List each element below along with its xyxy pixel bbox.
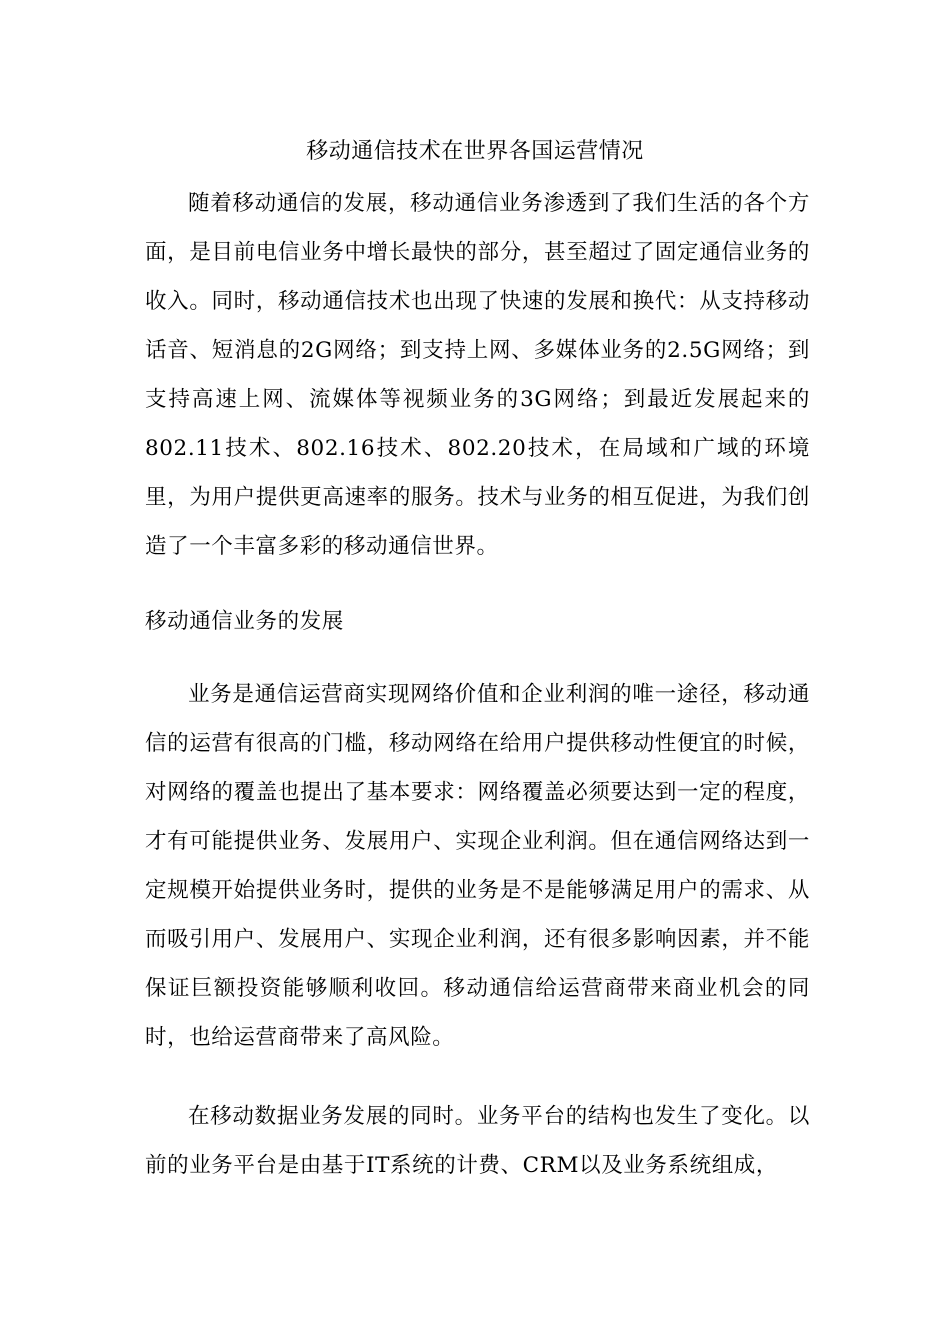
paragraph-business: 业务是通信运营商实现网络价值和企业利润的唯一途径，移动通信的运营有很高的门槛，移动网络在给用户提供移动性便宜的时候，对网络的覆盖也提出了基本要求：网络覆盖必须要达到一定的程度，才有可能提供业务、发展用户、实现企业利润。但在通信网络达到一定规模开始提供业务时，提供的业务是不是能够满足用户的需求、从而吸引用户、发展用户、实现企业利润，还有很多影响因素，并不能保证巨额投资能够顺利收回。移动通信给运营商带来商业机会的同时，也给运营商带来了高风险。 (145, 682, 810, 1050)
document-title: 移动通信技术在世界各国运营情况 (306, 139, 644, 164)
paragraph-intro: 随着移动通信的发展，移动通信业务渗透到了我们生活的各个方面，是目前电信业务中增长最快的部分，甚至超过了固定通信业务的收入。同时，移动通信技术也出现了快速的发展和换代：从支持移动话音、短消息的2G网络；到支持上网、多媒体业务的2.5G网络；到支持高速上网、流媒体等视频业务的3G网络；到最近发展起来的802.11技术、802.16技术、802.20技术，在局域和广域的环境里，为用户提供更高速率的服务。技术与业务的相互促进，为我们创造了一个丰富多彩的移动通信世界。 (145, 191, 810, 559)
section-heading: 移动通信业务的发展 (145, 609, 344, 634)
paragraph-platform: 在移动数据业务发展的同时。业务平台的结构也发生了变化。以前的业务平台是由基于IT系统的计费、CRM以及业务系统组成， (145, 1104, 810, 1178)
